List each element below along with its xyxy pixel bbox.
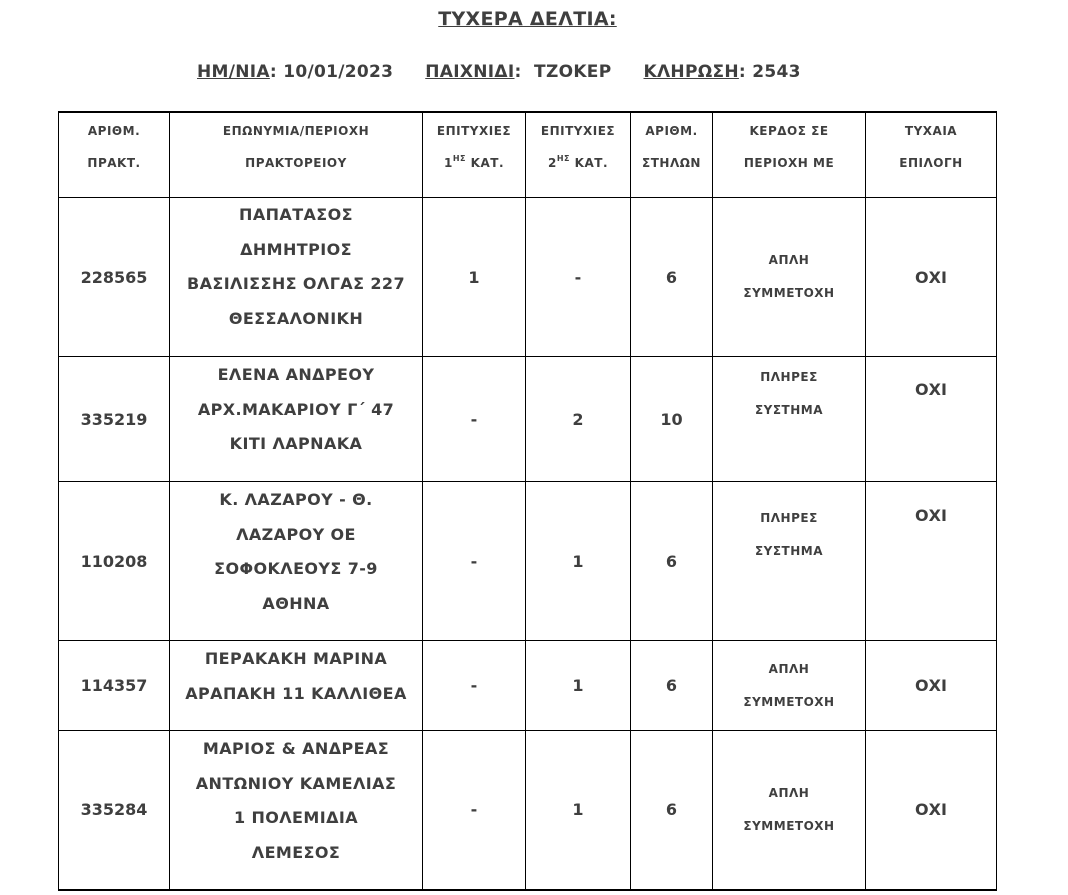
columns-cell: 6 [631,731,713,890]
win-type-cell: ΠΛΗΡΕΣ ΣΥΣΤΗΜΑ [713,357,866,482]
document-title: ΤΥΧΕΡΑ ΔΕΛΤΙΑ: [438,8,617,30]
header-cat1-wins: ΕΠΙΤΥΧΙΕΣ $1^{H\Sigma}$ ΚΑΤ. [423,112,526,198]
cat1-wins-cell: - [423,357,526,482]
columns-cell: 10 [631,357,713,482]
cat1-wins-cell: - [423,731,526,890]
agent-name-cell: ΜΑΡΙΟΣ & ΑΝΔΡΕΑΣ ΑΝΤΩΝΙΟΥ ΚΑΜΕΛΙΑΣ 1 ΠΟΛΕΜΙΔΙΑ ΛΕΜΕΣΟΣ [170,731,423,890]
cat1-wins-cell: - [423,482,526,641]
header-columns: ΑΡΙΘΜ. ΣΤΗΛΩΝ [631,112,713,198]
table-row [59,198,997,357]
win-type-cell: ΑΠΛΗ ΣΥΜΜΕΤΟΧΗ [713,641,866,731]
cat2-wins-cell: 1 [526,731,631,890]
agent-no-cell: 335284 [59,731,170,890]
win-type-cell: ΠΛΗΡΕΣ ΣΥΣΤΗΜΑ [713,482,866,641]
header-agent-no: ΑΡΙΘΜ. ΠΡΑΚΤ. [59,112,170,198]
table-row [59,731,997,890]
random-pick-cell: ΟΧΙ [866,641,997,731]
draw-value: : 2543 [738,62,801,82]
cat2-wins-cell: 2 [526,357,631,482]
table-header-row [59,112,997,198]
header-win-type: ΚΕΡΔΟΣ ΣΕ ΠΕΡΙΟΧΗ ΜΕ [713,112,866,198]
cat2-wins-cell: - [526,198,631,357]
cat1-wins-cell: - [423,641,526,731]
agent-no-cell: 335219 [59,357,170,482]
random-pick-cell: ΟΧΙ [866,482,997,641]
agent-no-cell: 114357 [59,641,170,731]
cat2-wins-cell: 1 [526,482,631,641]
win-type-cell: ΑΠΛΗ ΣΥΜΜΕΤΟΧΗ [713,731,866,890]
table-row [59,641,997,731]
date-value: : 10/01/2023 [269,62,394,82]
game-value: : ΤΖΟΚΕΡ [514,62,612,82]
columns-cell: 6 [631,198,713,357]
header-agent-name: ΕΠΩΝΥΜΙΑ/ΠΕΡΙΟΧΗ ΠΡΑΚΤΟΡΕΙΟΥ [170,112,423,198]
game-label: ΠΑΙΧΝΙΔΙ [425,62,515,82]
header-cat2-wins: ΕΠΙΤΥΧΙΕΣ $2^{H\Sigma}$ ΚΑΤ. [526,112,631,198]
random-pick-cell: ΟΧΙ [866,357,997,482]
agent-name-cell: ΠΕΡΑΚΑΚΗ ΜΑΡΙΝΑ ΑΡΑΠΑΚΗ 11 ΚΑΛΛΙΘΕΑ [170,641,423,731]
draw-label: ΚΛΗΡΩΣΗ [643,62,739,82]
win-type-cell: ΑΠΛΗ ΣΥΜΜΕΤΟΧΗ [713,198,866,357]
agent-no-cell: 110208 [59,482,170,641]
winning-tickets-table [58,111,997,891]
random-pick-cell: ΟΧΙ [866,731,997,890]
header-random-pick: ΤΥΧΑΙΑ ΕΠΙΛΟΓΗ [866,112,997,198]
agent-name-cell: ΕΛΕΝΑ ΑΝΔΡΕΟΥ ΑΡΧ.ΜΑΚΑΡΙΟΥ Γ΄ 47 ΚΙΤΙ ΛΑΡΝΑΚΑ [170,357,423,482]
cat1-wins-cell: 1 [423,198,526,357]
columns-cell: 6 [631,482,713,641]
agent-name-cell: ΠΑΠΑΤΑΣΟΣ ΔΗΜΗΤΡΙΟΣ ΒΑΣΙΛΙΣΣΗΣ ΟΛΓΑΣ 227 ΘΕΣΣΑΛΟΝΙΚΗ [170,198,423,357]
draw-info-line [197,62,801,82]
date-label: ΗΜ/ΝΙΑ [197,62,270,82]
columns-cell: 6 [631,641,713,731]
cat2-wins-cell: 1 [526,641,631,731]
agent-name-cell: Κ. ΛΑΖΑΡΟΥ - Θ. ΛΑΖΑΡΟΥ ΟΕ ΣΟΦΟΚΛΕΟΥΣ 7-9 ΑΘΗΝΑ [170,482,423,641]
table-row [59,357,997,482]
random-pick-cell: ΟΧΙ [866,198,997,357]
table-row [59,482,997,641]
agent-no-cell: 228565 [59,198,170,357]
